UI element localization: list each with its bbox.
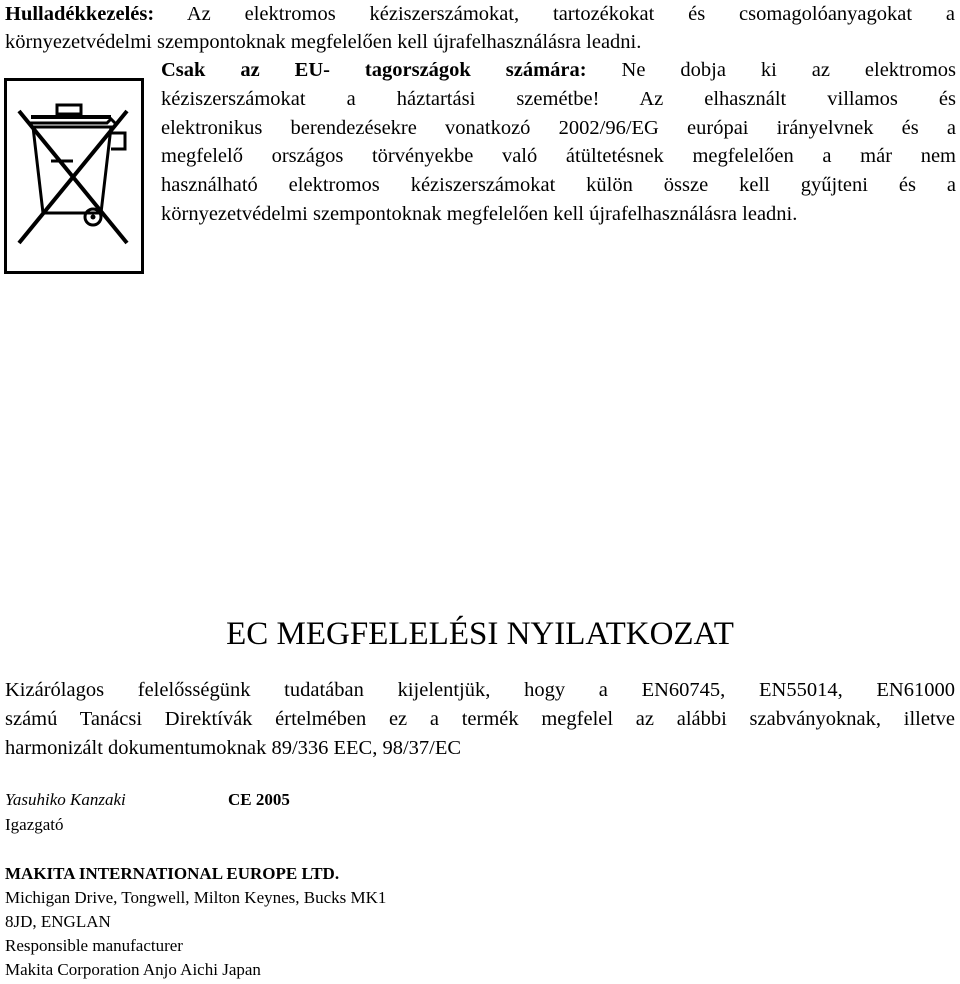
declaration-line-3: harmonizált dokumentumoknak 89/336 EEC, 98/37/EC	[5, 737, 462, 759]
company-role: Responsible manufacturer	[5, 936, 183, 955]
company-address-2: 8JD, ENGLAN	[5, 912, 111, 931]
waste-paragraph	[5, 0, 955, 56]
ce-mark: CE 2005	[228, 790, 290, 809]
company-block	[5, 862, 386, 982]
eu-line-5: használható elektromos kéziszerszámokat külön össze kell gyűjteni és a	[161, 174, 956, 197]
declaration-line-2: számú Tanácsi Direktívák értelmében ez a termék megfelel az alábbi szabványoknak, illetve	[5, 708, 955, 730]
eu-line-1: Csak az EU- tagországok számára: Ne dobja ki az elektromos	[161, 59, 956, 81]
declaration-line-1: Kizárólagos felelősségünk tudatában kijelentjük, hogy a EN60745, EN55014, EN61000	[5, 679, 955, 701]
signatory-name: Yasuhiko Kanzaki	[5, 790, 126, 809]
waste-line-1	[5, 0, 955, 28]
eu-line-6: környezetvédelmi szempontoknak megfelelően kell újrafelhasználásra leadni.	[161, 202, 798, 225]
company-parent: Makita Corporation Anjo Aichi Japan	[5, 960, 261, 979]
eu-line-2: kéziszerszámokat a háztartási szemétbe! Az elhasznált villamos és	[161, 87, 956, 110]
eu-line-3: elektronikus berendezésekre vonatkozó 2002/96/EG európai irányelvnek és a	[161, 116, 956, 139]
eu-heading: Csak az EU- tagországok számára:	[161, 59, 587, 81]
waste-heading: Hulladékkezelés:	[5, 3, 155, 25]
company-name: MAKITA INTERNATIONAL EUROPE LTD.	[5, 864, 340, 883]
declaration-text	[5, 676, 955, 763]
waste-line-2: környezetvédelmi szempontoknak megfelelően kell újrafelhasználásra leadni.	[5, 31, 642, 53]
eu-line-4: megfelelő országos törvényekbe való átültetésnek megfelelően a már nem	[161, 145, 956, 168]
waste-text: Az elektromos kéziszerszámokat, tartozékokat és csomagolóanyagokat a	[186, 3, 955, 25]
declaration-title: EC MEGFELELÉSI NYILATKOZAT	[226, 616, 734, 652]
company-address-1: Michigan Drive, Tongwell, Milton Keynes, Bucks MK1	[5, 888, 387, 907]
eu-disposal-text	[161, 56, 956, 229]
crossed-out-wheelie-bin-icon	[7, 81, 141, 271]
signatory-title: Igazgató	[5, 815, 64, 834]
weee-symbol	[4, 78, 144, 274]
